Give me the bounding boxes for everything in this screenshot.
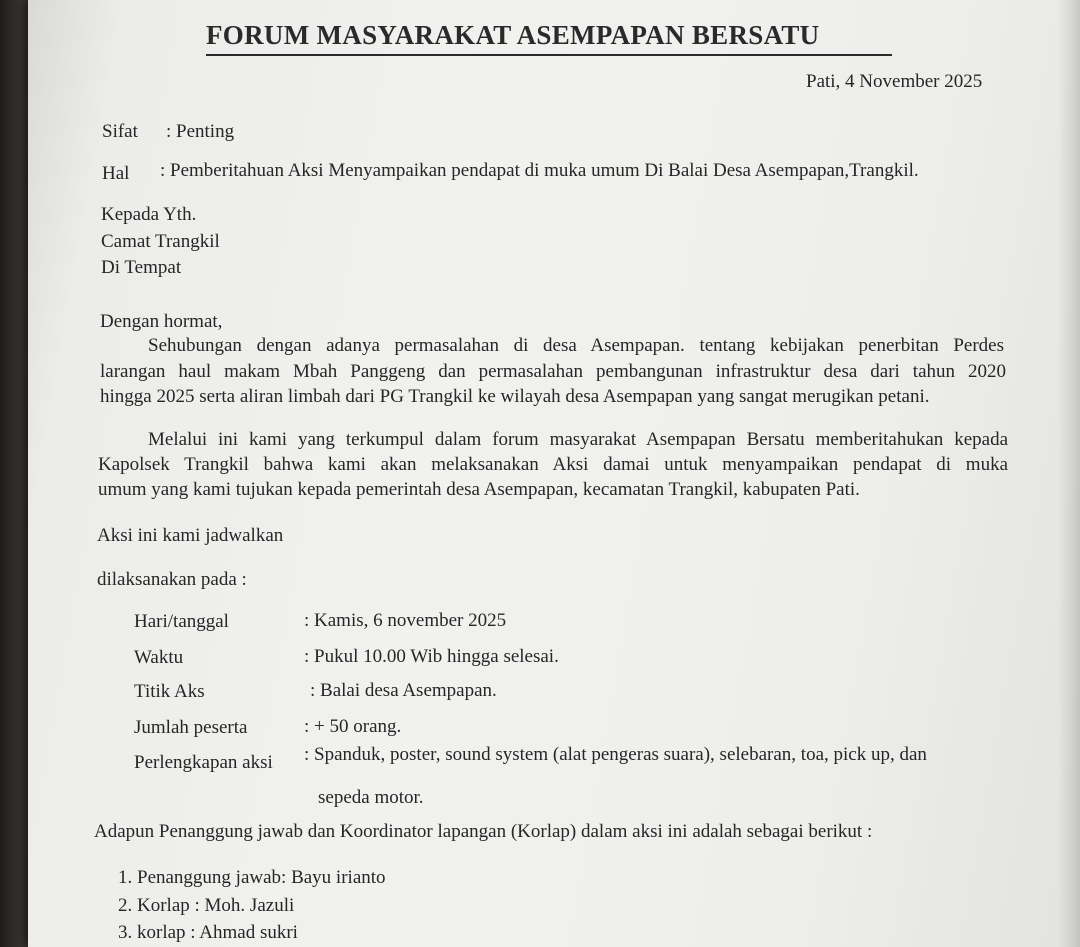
letter-page — [28, 0, 1080, 947]
para1-line: Sehubungan dengan adanya permasalahan di desa Asempapan. tentang kebijakan penerbitan Perdes — [148, 335, 1004, 356]
para2-line: Melalui ini kami yang terkumpul dalam forum masyarakat Asempapan Bersatu memberitahukan kepada — [148, 429, 1008, 450]
recipient-line: Di Tempat — [101, 257, 182, 278]
sifat-label: Sifat — [102, 121, 138, 142]
para1-line: hingga 2025 serta aliran limbah dari PG Trangkil ke wilayah desa Asempapan yang sangat merugikan petani. — [100, 386, 930, 407]
coordinator-item: 1. Penanggung jawab: Bayu irianto — [118, 867, 386, 888]
schedule-intro: Aksi ini kami jadwalkan — [97, 525, 284, 546]
paper-edge-shadow — [1058, 0, 1080, 947]
detail-value: : Pukul 10.00 Wib hingga selesai. — [304, 646, 559, 667]
hal-value: : Pemberitahuan Aksi Menyampaikan pendapat di muka umum Di Balai Desa Asempapan,Trangkil. — [160, 160, 919, 181]
detail-value: : Spanduk, poster, sound system (alat pengeras suara), selebaran, toa, pick up, dan — [304, 744, 927, 765]
detail-label: Waktu — [134, 647, 184, 668]
hal-label: Hal — [102, 163, 130, 184]
coordinator-intro: Adapun Penanggung jawab dan Koordinator lapangan (Korlap) dalam aksi ini adalah sebagai berikut : — [94, 821, 873, 842]
detail-value: : Kamis, 6 november 2025 — [304, 610, 507, 631]
sifat-value: : Penting — [166, 121, 235, 142]
para2-line: Kapolsek Trangkil bahwa kami akan melaksanakan Aksi damai untuk menyampaikan pendapat di muka — [98, 454, 1008, 475]
para1-line: larangan haul makam Mbah Panggeng dan permasalahan pembangunan infrastruktur desa dari tahun 2020 — [100, 361, 1006, 382]
coordinator-item: 3. korlap : Ahmad sukri — [118, 922, 298, 943]
coordinator-item: 2. Korlap : Moh. Jazuli — [118, 895, 295, 916]
detail-label: Hari/tanggal — [134, 611, 229, 632]
letter-title: FORUM MASYARAKAT ASEMPAPAN BERSATU — [206, 20, 820, 50]
detail-label: Perlengkapan aksi — [134, 752, 273, 773]
recipient-line: Kepada Yth. — [101, 204, 197, 225]
held-on-label: dilaksanakan pada : — [97, 569, 247, 590]
detail-value: : Balai desa Asempapan. — [310, 680, 497, 701]
detail-label: Titik Aks — [134, 681, 205, 702]
detail-label: Jumlah peserta — [134, 717, 248, 738]
para2-line: umum yang kami tujukan kepada pemerintah desa Asempapan, kecamatan Trangkil, kabupaten Pati. — [98, 479, 860, 500]
detail-value-continued: sepeda motor. — [318, 787, 424, 808]
detail-value: : + 50 orang. — [304, 716, 402, 737]
recipient-line: Camat Trangkil — [101, 231, 220, 252]
greeting: Dengan hormat, — [100, 311, 223, 332]
title-underline — [206, 54, 892, 56]
place-date: Pati, 4 November 2025 — [806, 71, 983, 92]
